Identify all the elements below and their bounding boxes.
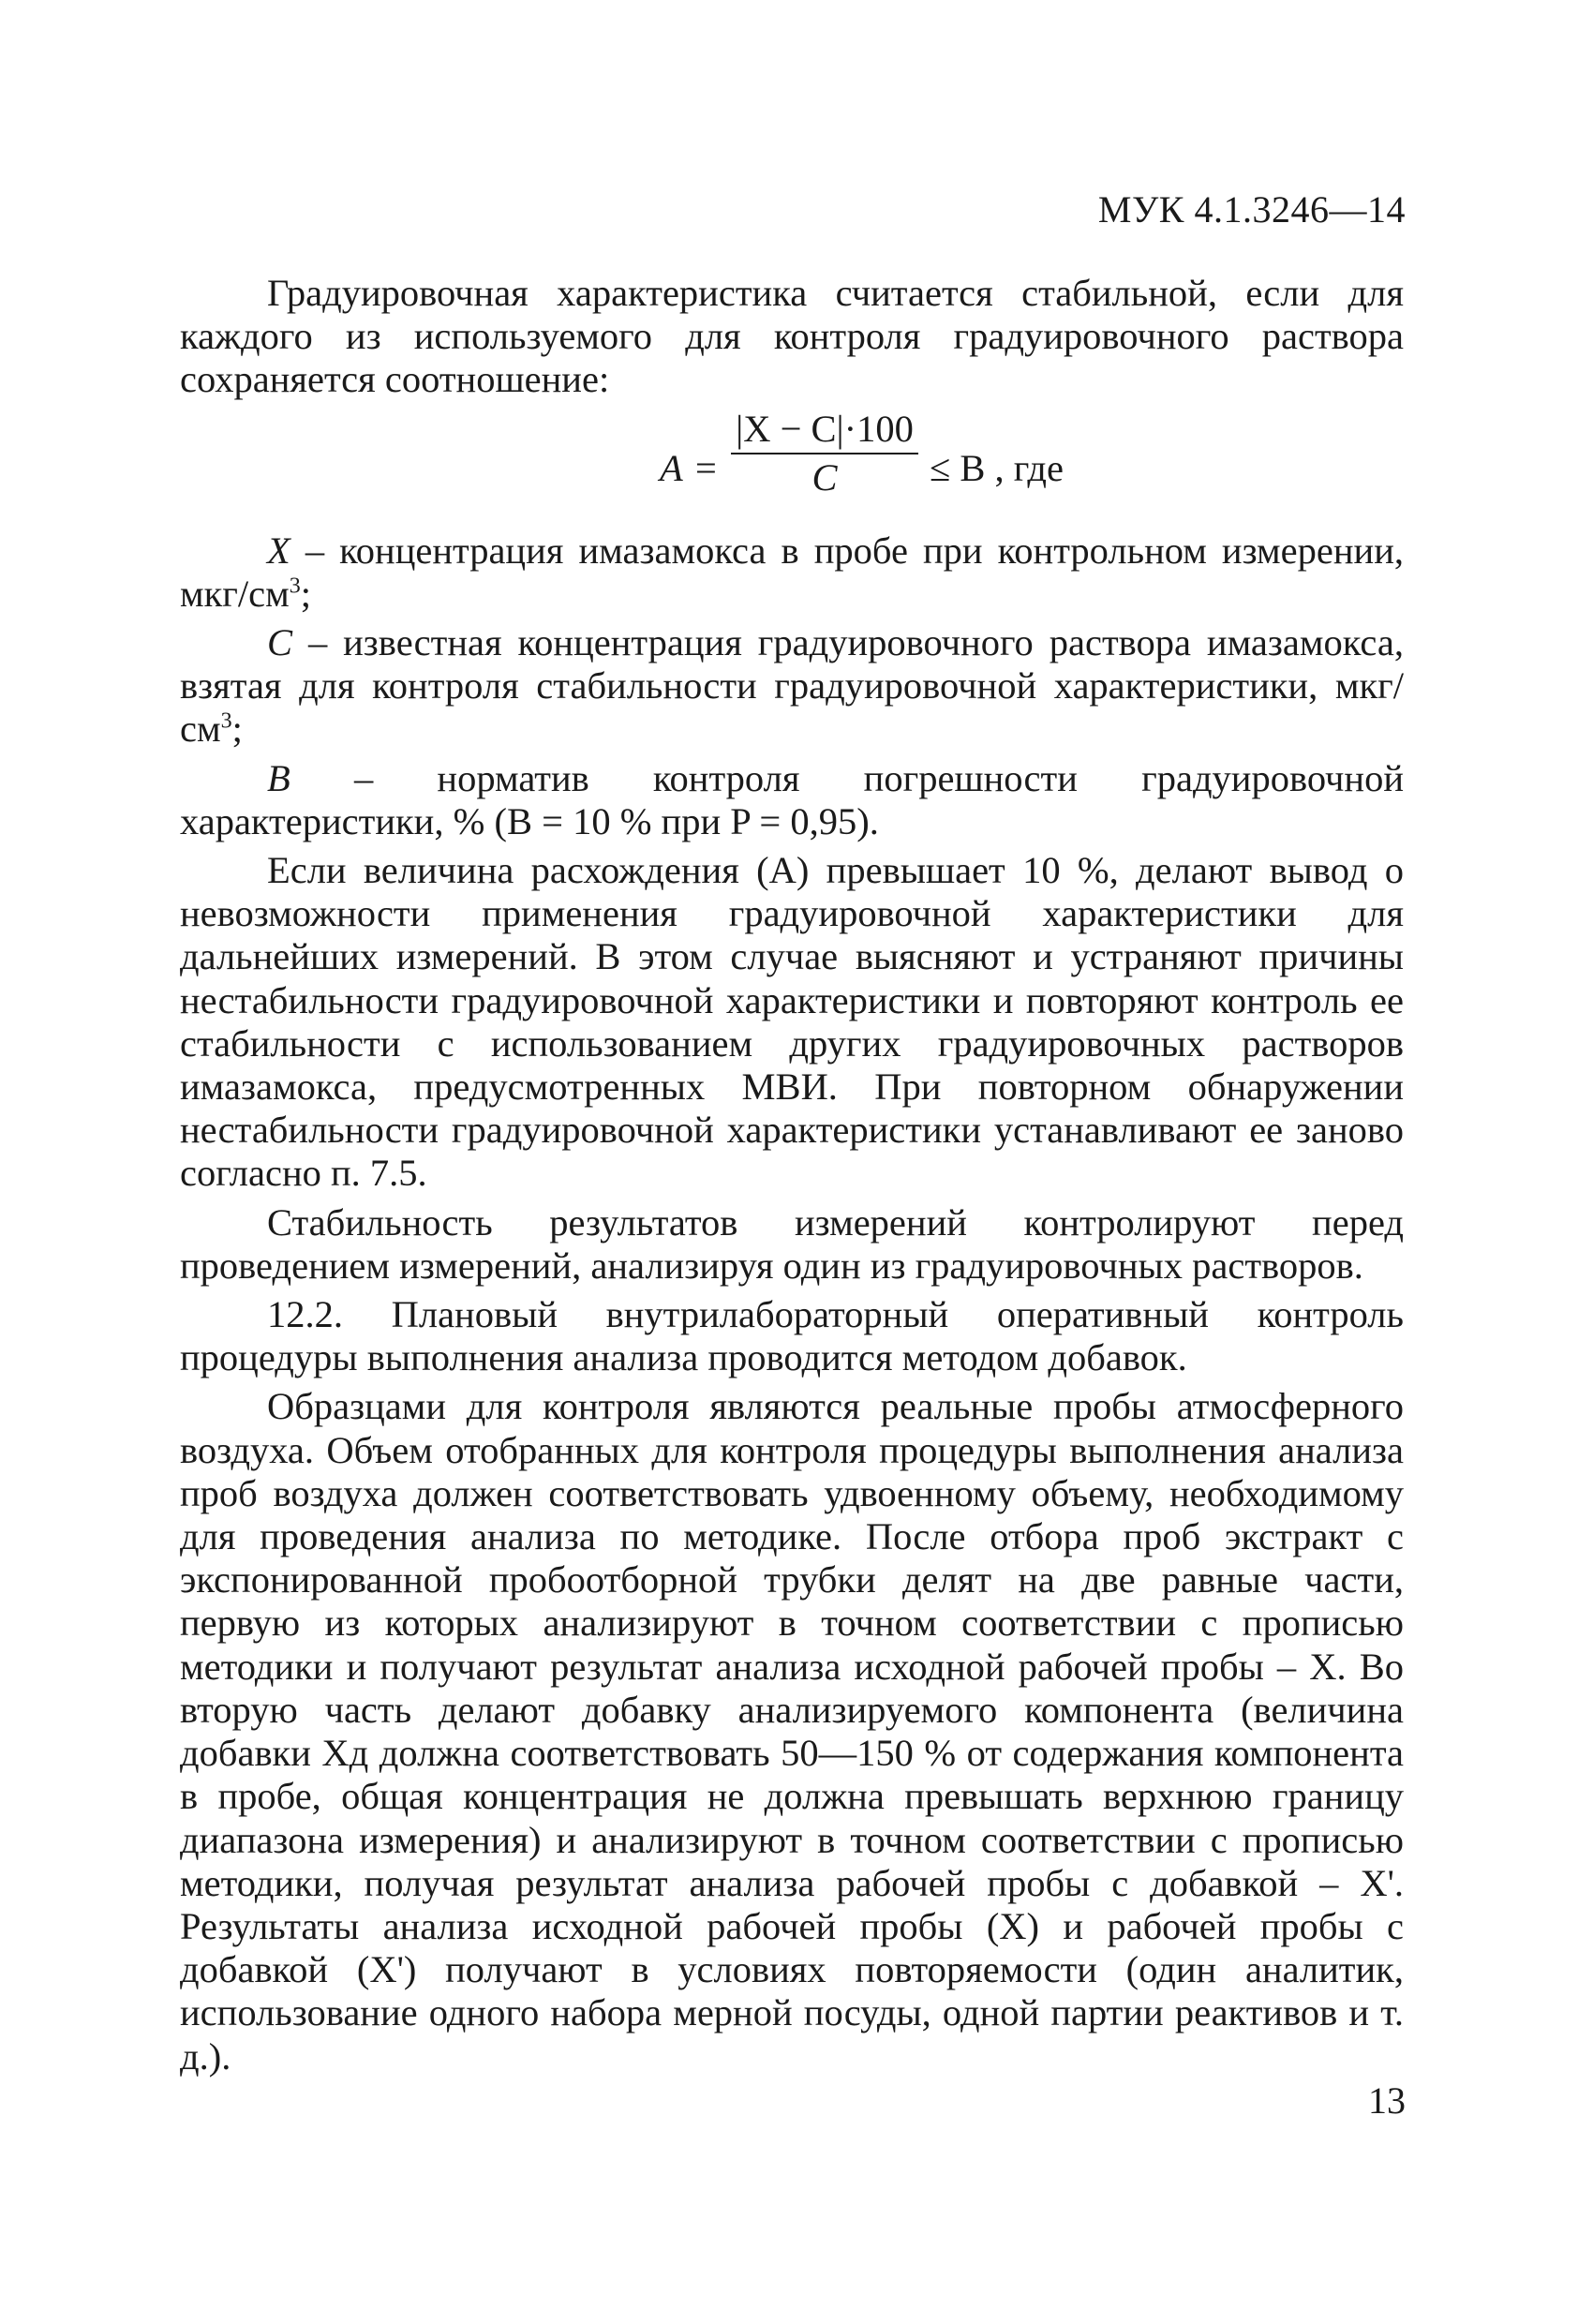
symbol-c: C [267, 621, 293, 664]
paragraph-divergence: Если величина расхождения (A) превышает 10 %, делают вывод о невозможности применения градуировочной характеристики для дальнейших измерений. В этом случае выясняют и устраняют причины нестабильности градуировочной характеристики и повторяют контроль ее стабильности с использованием других градуировочных растворов имазамокса, предусмотренных МВИ. При повторном обнаружении нестабильности градуировочной характеристики устанавливают ее заново согласно п. 7.5. [180, 849, 1404, 1195]
formula-fraction [731, 408, 918, 499]
stability-formula [180, 408, 1404, 529]
formula-rhs: ≤ B , где [930, 446, 1064, 489]
definition-x-text: – концентрация имазамокса в пробе при контрольном измерении, мкг/см [180, 529, 1404, 615]
definition-x-tail: ; [300, 572, 312, 615]
paragraph-samples: Образцами для контроля являются реальные пробы атмосферного воздуха. Объем отобранных для контроля процедуры выполнения анализа проб воздуха должен соответствовать удвоенному объему, необходимому для проведения анализа по методике. После отбора проб экстракт с экспонированной пробоотборной трубки делят на две равные части, первую из которых анализируют в точном соответствии с прописью методики и получают результат анализа исходной рабочей пробы – X. Во вторую часть делают добавку анализируемого компонента (величина добавки Xд должна соответствовать 50—150 % от содержания компонента в пробе, общая концентрация не должна превышать верхнюю границу диапазона измерения) и анализируют в точном соответствии с прописью методики, получая результат анализа рабочей пробы с добавкой – X'. Результаты анализа исходной рабочей пробы (X) и рабочей пробы с добавкой (X') получают в условиях повторяемости (один аналитик, использование одного набора мерной посуды, одной партии реактивов и т. д.). [180, 1385, 1404, 2078]
intro-paragraph: Градуировочная характеристика считается стабильной, если для каждого из используемого для контроля градуировочного раствора сохраняется соотношение: [180, 272, 1404, 401]
definition-b-text: – норматив контроля погрешности градуировочной характеристики, % ( [180, 756, 1404, 842]
symbol-x: X [267, 529, 290, 572]
definition-x [180, 529, 1404, 616]
symbol-b: B [267, 756, 290, 799]
cube-superscript: 3 [220, 708, 232, 734]
document-body [180, 272, 1404, 2084]
fraction-bar [731, 453, 918, 454]
formula-equals: = [695, 446, 717, 489]
definition-c-tail: ; [231, 708, 243, 751]
document-code-header: МУК 4.1.3246—14 [1097, 188, 1406, 231]
paragraph-stability: Стабильность результатов измерений контролируют перед проведением измерений, анализируя один из градуировочных растворов. [180, 1200, 1404, 1287]
cube-superscript: 3 [289, 574, 301, 599]
paragraph-12-2: 12.2. Плановый внутрилабораторный оперативный контроль процедуры выполнения анализа проводится методом добавок. [180, 1293, 1404, 1379]
formula-denominator: C [811, 455, 838, 499]
definition-b [180, 757, 1404, 843]
formula-lhs: A [660, 446, 683, 489]
definition-c [180, 621, 1404, 752]
page-number: 13 [1368, 2079, 1406, 2122]
definition-c-text: – известная концентрация градуировочного раствора имазамокса, взятая для контроля стабильности градуировочной характеристики, мкг/см [180, 621, 1404, 751]
formula-numerator: |X − C|·100 [736, 407, 914, 450]
definition-b-value: B = 10 % при P = 0,95). [506, 799, 879, 842]
